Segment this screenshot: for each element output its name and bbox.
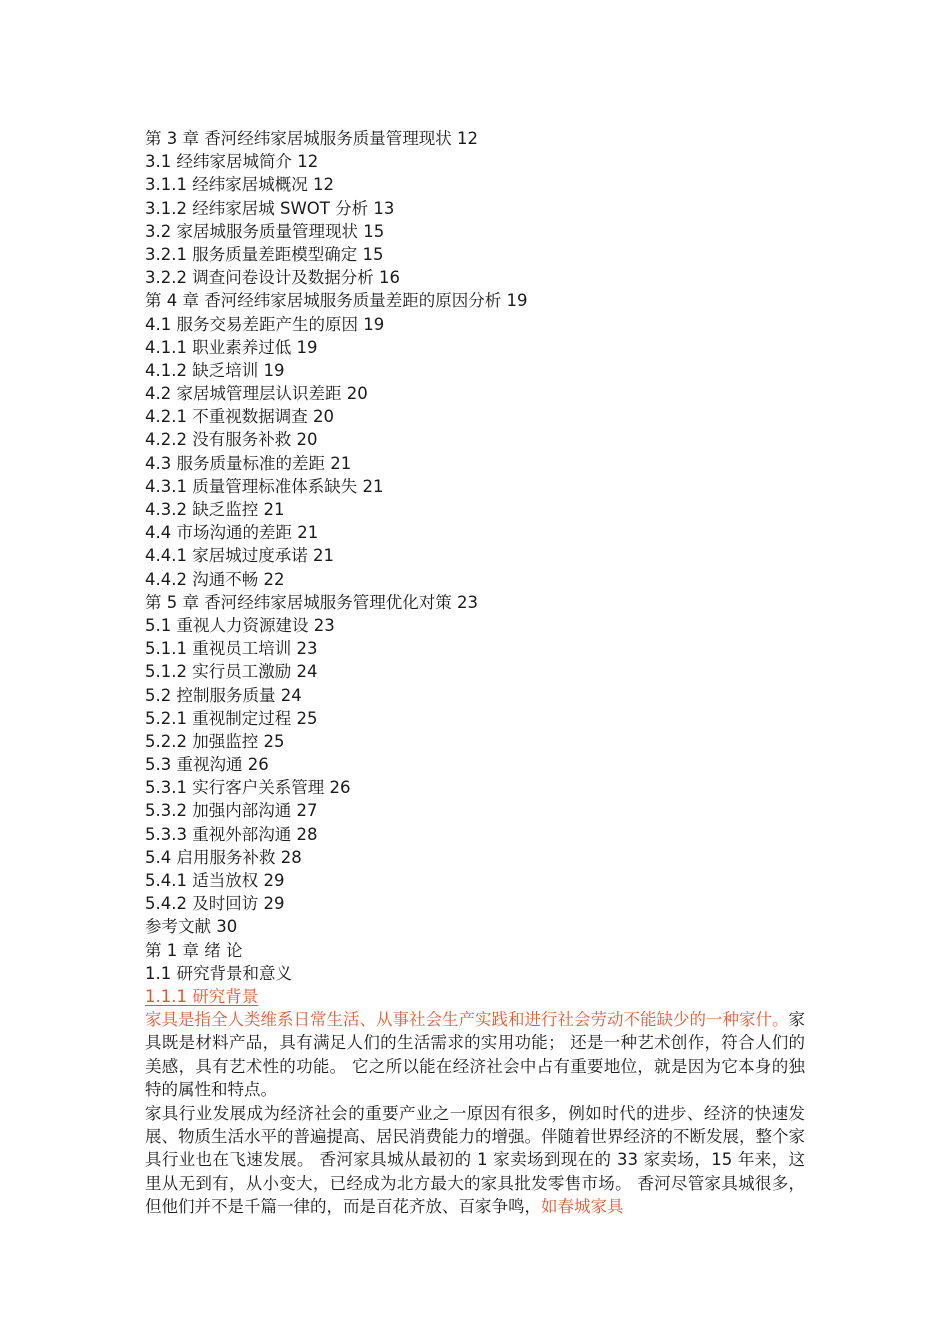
toc-entry: 4.4.2 沟通不畅 22	[145, 569, 285, 589]
toc-entry: 5.4.2 及时回访 29	[145, 894, 285, 914]
toc-entry: 第 3 章 香河经纬家居城服务质量管理现状 12	[145, 129, 478, 148]
toc-entry: 5.3.3 重视外部沟通 28	[145, 824, 318, 844]
toc-entry: 3.1 经纬家居城简介 12	[145, 152, 319, 172]
toc-entry: 5.1 重视人力资源建设 23	[145, 615, 335, 635]
toc-entry: 5.3.2 加强内部沟通 27	[145, 801, 318, 821]
toc-entry: 5.2 控制服务质量 24	[145, 685, 302, 705]
toc-entry: 3.2.1 服务质量差距模型确定 15	[145, 244, 384, 264]
toc-entry: 5.3.1 实行客户关系管理 26	[145, 778, 351, 798]
highlighted-sentence: 家具是指全人类维系日常生活、从事社会生产实践和进行社会劳动不能缺少的一种家什。	[145, 1010, 789, 1030]
toc-entry: 4.3.1 质量管理标准体系缺失 21	[145, 476, 384, 496]
toc-entry: 4.2.1 不重视数据调查 20	[145, 407, 334, 427]
toc-entry: 第 5 章 香河经纬家居城服务管理优化对策 23	[145, 592, 478, 612]
document-page	[145, 127, 805, 1218]
toc-entry: 4.1.1 职业素养过低 19	[145, 337, 318, 357]
toc-entry: 4.4.1 家居城过度承诺 21	[145, 546, 334, 566]
toc-entry: 5.2.2 加强监控 25	[145, 731, 285, 751]
section-1-1-1-heading: 1.1.1 研究背景	[145, 986, 259, 1006]
paragraph-industry-development	[145, 1102, 805, 1218]
toc-entry: 4.2.2 没有服务补救 20	[145, 430, 318, 450]
chapter-1-title: 第 1 章 绪 论	[145, 940, 243, 960]
section-1-1-title: 1.1 研究背景和意义	[145, 963, 292, 983]
paragraph-text: 家具既是材料产品，具有满足人们的生活需求的实用功能； 还是一种艺术创作，符合人们的美感，具有艺术性的功能。 它之所以能在经济社会中占有重要地位，就是因为它本身的独特的属性和特点。	[145, 1010, 805, 1099]
toc-entry: 5.1.2 实行员工激励 24	[145, 662, 318, 682]
toc-entry: 4.1.2 缺乏培训 19	[145, 360, 285, 380]
toc-entry: 参考文献 30	[145, 917, 238, 937]
toc-entry: 5.4.1 适当放权 29	[145, 871, 285, 890]
toc-entry: 5.4 启用服务补救 28	[145, 847, 302, 867]
toc-entry: 5.3 重视沟通 26	[145, 755, 269, 775]
toc-entry: 3.1.2 经纬家居城 SWOT 分析 13	[145, 198, 395, 218]
toc-entry: 5.2.1 重视制定过程 25	[145, 708, 318, 728]
toc-entry: 3.2 家居城服务质量管理现状 15	[145, 221, 385, 241]
toc-entry: 3.1.1 经纬家居城概况 12	[145, 175, 334, 195]
paragraph-text: 家具行业发展成为经济社会的重要产业之一原因有很多，例如时代的进步、经济的快速发展、物质生活水平的普遍提高、居民消费能力的增强。伴随着世界经济的不断发展，整个家具行业也在飞速发展。 香河家具城从最初的 1 家卖场到现在的 33 家卖场，15 年来，这里从无到有，从小变大，已经成为北方最大的家具批发零售市场。 香河尽管家具城很多，但他们并不是千篇一律的，而是百花齐放、百家争鸣，	[145, 1103, 805, 1216]
toc-entry: 4.3 服务质量标准的差距 21	[145, 453, 352, 473]
toc-entry: 4.2 家居城管理层认识差距 20	[145, 384, 368, 404]
highlighted-phrase: 如春城家具	[541, 1196, 624, 1216]
toc-entry: 4.4 市场沟通的差距 21	[145, 523, 319, 543]
table-of-contents	[145, 127, 805, 939]
toc-entry: 4.3.2 缺乏监控 21	[145, 500, 285, 519]
toc-entry: 3.2.2 调查问卷设计及数据分析 16	[145, 268, 400, 288]
toc-entry: 5.1.1 重视员工培训 23	[145, 639, 318, 659]
toc-entry: 第 4 章 香河经纬家居城服务质量差距的原因分析 19	[145, 291, 528, 311]
paragraph-furniture-definition	[145, 1008, 805, 1101]
toc-entry: 4.1 服务交易差距产生的原因 19	[145, 314, 385, 334]
